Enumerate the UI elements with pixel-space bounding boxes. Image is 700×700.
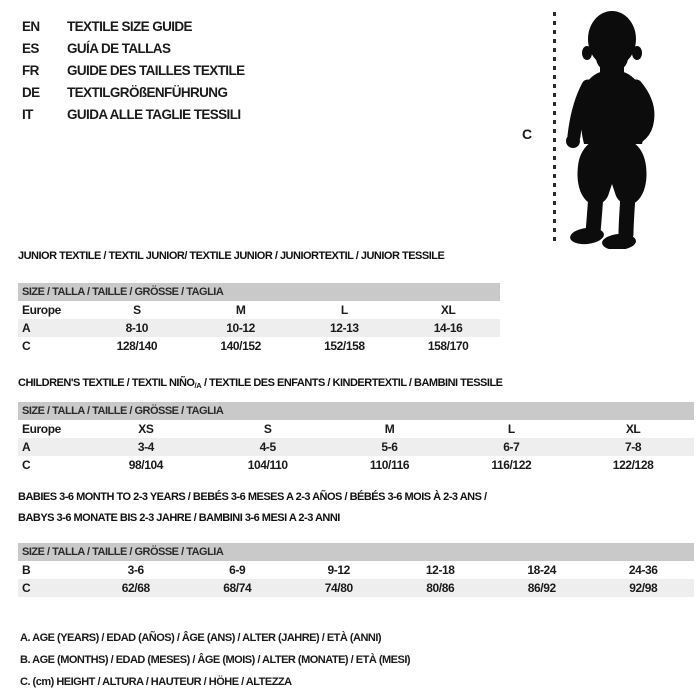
section-title-babies (18, 487, 487, 529)
section-title-children-post: / TEXTILE DES ENFANTS / KINDERTEXTIL / BAMBINI TESSILE (201, 377, 503, 389)
toddler-silhouette-icon (560, 6, 666, 249)
section-title-children (18, 377, 503, 390)
section-title-babies-line2: BABYS 3-6 MONATE BIS 2-3 JAHRE / BAMBINI 3-6 MESI A 2-3 ANNI (18, 512, 340, 524)
size-header-bar: SIZE / TALLA / TAILLE / GRÖSSE / TAGLIA (18, 543, 694, 561)
size-cell: 3-4 (137, 440, 154, 454)
size-cell: 4-5 (259, 440, 276, 454)
language-code: EN (22, 19, 40, 34)
size-cell: 74/80 (324, 581, 353, 595)
size-cell: 14-16 (433, 321, 463, 335)
size-cell: 92/98 (629, 581, 658, 595)
size-cell: XL (440, 303, 456, 317)
row-label: Europe (22, 303, 61, 317)
size-cell: 12-18 (425, 563, 455, 577)
size-cell: 12-13 (330, 321, 359, 335)
size-cell: L (340, 303, 348, 317)
children-size-table (18, 402, 694, 474)
measure-legend (20, 627, 410, 693)
section-title-babies-line1: BABIES 3-6 MONTH TO 2-3 YEARS / BEBÉS 3-6 MESES A 2-3 AÑOS / BÉBÉS 3-6 MOIS À 2-3 ANS / (18, 491, 487, 503)
language-code: FR (22, 63, 39, 78)
language-row (22, 60, 245, 82)
size-cell: 116/122 (491, 458, 532, 472)
language-row (22, 16, 245, 38)
table-row (18, 420, 694, 438)
section-title-junior: JUNIOR TEXTILE / TEXTIL JUNIOR/ TEXTILE JUNIOR / JUNIORTEXTIL / JUNIOR TESSILE (18, 250, 445, 262)
size-cell: 122/128 (612, 458, 654, 472)
language-row (22, 82, 245, 104)
language-row (22, 38, 245, 60)
junior-size-table (18, 283, 500, 355)
babies-size-table (18, 543, 694, 597)
size-cell: 7-8 (625, 440, 642, 454)
language-row (22, 104, 245, 126)
table-row (18, 301, 500, 319)
table-row (18, 561, 694, 579)
size-cell: M (235, 303, 246, 317)
language-label: GUIDA ALLE TAGLIE TESSILI (67, 107, 241, 122)
size-cell: 9-12 (327, 563, 350, 577)
size-cell: 104/110 (247, 458, 288, 472)
language-code: ES (22, 41, 39, 56)
row-label: C (22, 458, 31, 472)
size-cell: 6-9 (229, 563, 246, 577)
row-label: A (22, 321, 31, 335)
size-header-bar: SIZE / TALLA / TAILLE / GRÖSSE / TAGLIA (18, 283, 500, 301)
size-cell: 110/116 (369, 458, 410, 472)
table-row (18, 337, 500, 355)
language-code: IT (22, 107, 33, 122)
size-cell: 152/158 (324, 339, 365, 353)
size-cell: 5-6 (381, 440, 398, 454)
table-row (18, 319, 500, 337)
row-label: Europe (22, 422, 61, 436)
height-measure-label: C (522, 126, 533, 142)
row-label: C (22, 339, 31, 353)
height-dotted-line (553, 12, 556, 243)
section-title-children-subscript: /A (194, 381, 202, 390)
language-code: DE (22, 85, 40, 100)
language-label: TEXTILE SIZE GUIDE (67, 19, 192, 34)
table-row (18, 438, 694, 456)
size-cell: M (384, 422, 395, 436)
legend-line-c: C. (cm) HEIGHT / ALTURA / HAUTEUR / HÖHE / ALTEZZA (20, 676, 292, 688)
size-cell: 140/152 (220, 339, 261, 353)
language-list (22, 16, 245, 126)
size-header-bar: SIZE / TALLA / TAILLE / GRÖSSE / TAGLIA (18, 402, 694, 420)
size-cell: 98/104 (128, 458, 164, 472)
size-cell: 128/140 (116, 339, 158, 353)
size-cell: L (507, 422, 515, 436)
row-label: A (22, 440, 31, 454)
size-cell: XL (625, 422, 641, 436)
size-cell: 80/86 (426, 581, 455, 595)
table-row (18, 456, 694, 474)
size-cell: 68/74 (223, 581, 252, 595)
size-cell: 158/170 (427, 339, 469, 353)
language-label: TEXTILGRÖßENFÜHRUNG (67, 85, 228, 100)
row-label: C (22, 581, 31, 595)
size-cell: 6-7 (503, 440, 520, 454)
size-cell: S (133, 303, 141, 317)
size-cell: 18-24 (527, 563, 557, 577)
section-title-children-pre: CHILDREN'S TEXTILE / TEXTIL NIÑO (18, 377, 195, 389)
table-row (18, 579, 694, 597)
legend-line-b: B. AGE (MONTHS) / EDAD (MESES) / ÂGE (MOIS) / ALTER (MONATE) / ETÀ (MESI) (20, 654, 411, 666)
size-cell: 10-12 (226, 321, 255, 335)
size-cell: 3-6 (127, 563, 144, 577)
language-label: GUIDE DES TAILLES TEXTILE (67, 63, 245, 78)
size-cell: 62/68 (121, 581, 150, 595)
size-cell: XS (138, 422, 154, 436)
size-cell: 24-36 (628, 563, 658, 577)
row-label: B (22, 563, 31, 577)
size-cell: S (263, 422, 272, 436)
size-cell: 86/92 (527, 581, 556, 595)
language-label: GUÍA DE TALLAS (67, 41, 171, 56)
legend-line-a: A. AGE (YEARS) / EDAD (AÑOS) / ÂGE (ANS) / ALTER (JAHRE) / ETÀ (ANNI) (20, 632, 382, 644)
size-cell: 8-10 (125, 321, 149, 335)
